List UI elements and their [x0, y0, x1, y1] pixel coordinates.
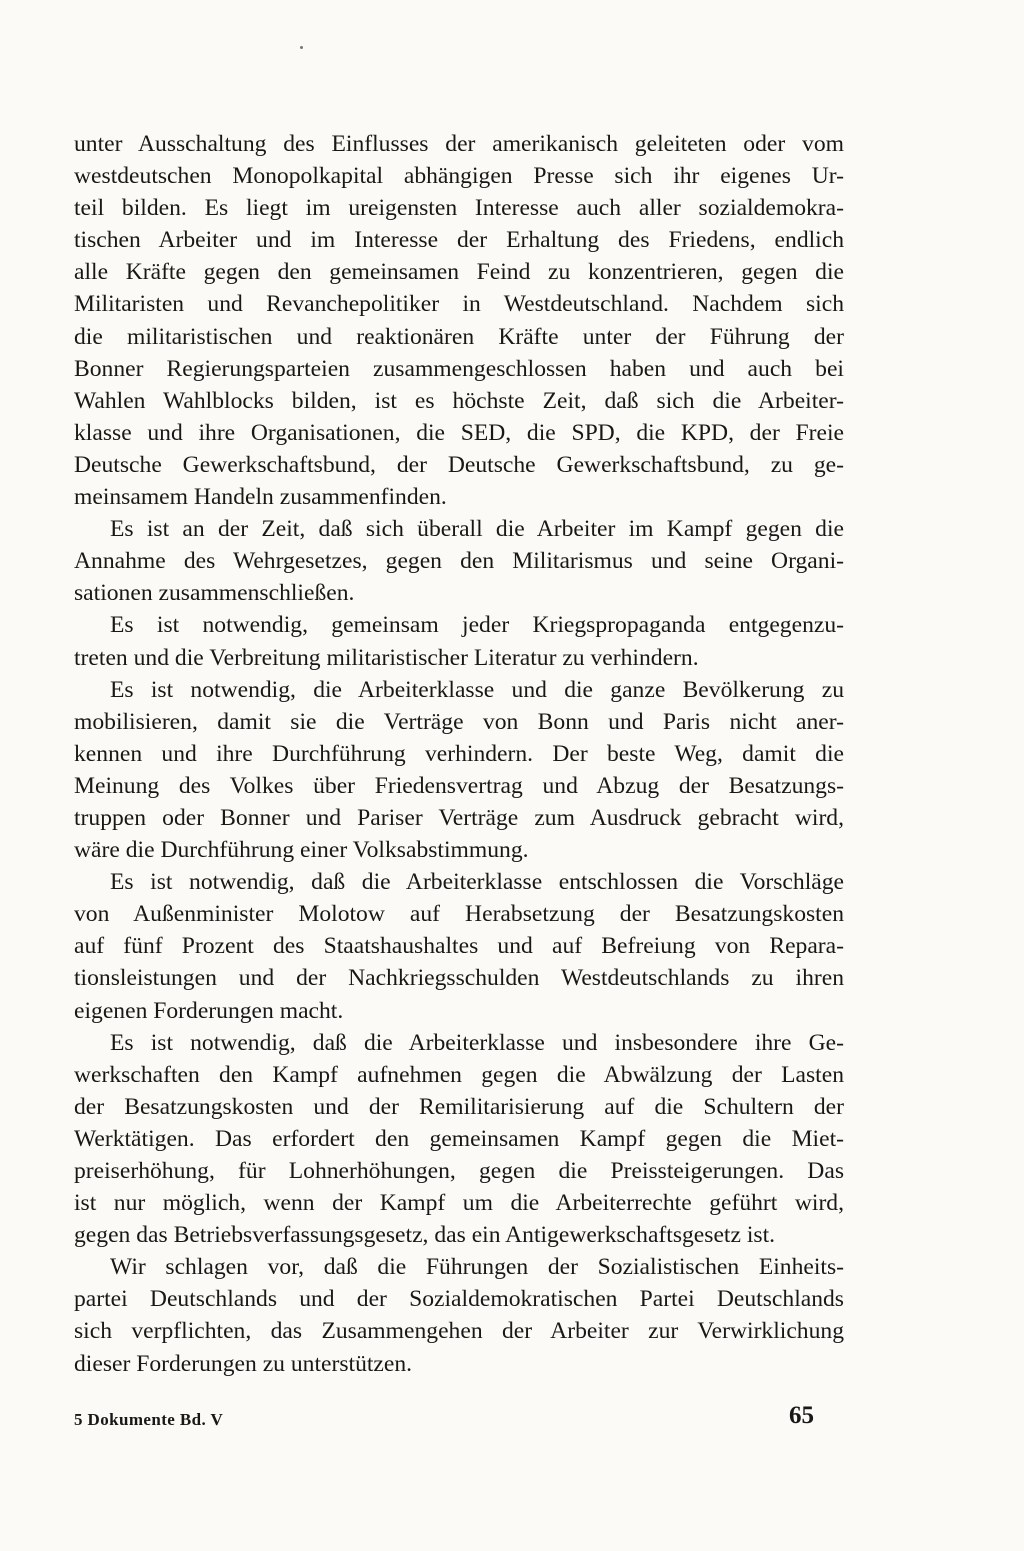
text-line: treten und die Verbreitung militaristischer Literatur zu verhindern.	[74, 644, 699, 671]
text-line: Werktätigen. Das erfordert den gemeinsamen Kampf gegen die Miet-	[74, 1125, 844, 1152]
text-line: Wahlen Wahlblocks bilden, ist es höchste Zeit, daß sich die Arbeiter-	[74, 387, 844, 414]
text-line: eigenen Forderungen macht.	[74, 997, 344, 1024]
scan-speck	[300, 46, 303, 49]
page-footer	[74, 1402, 844, 1442]
text-line: sich verpflichten, das Zusammengehen der Arbeiter zur Verwirklichung	[74, 1318, 844, 1345]
text-line: Meinung des Volkes über Friedensvertrag und Abzug der Besatzungs-	[74, 772, 844, 799]
paragraph	[74, 609, 844, 673]
text-line: partei Deutschlands und der Sozialdemokratischen Partei Deutschlands	[74, 1286, 844, 1313]
text-line: werkschaften den Kampf aufnehmen gegen die Abwälzung der Lasten	[74, 1061, 844, 1088]
text-line: von Außenminister Molotow auf Herabsetzung der Besatzungskosten	[74, 901, 844, 928]
paragraph	[74, 1251, 844, 1379]
text-line: Es ist notwendig, die Arbeiterklasse und die ganze Bevölkerung zu	[110, 676, 844, 703]
text-line: Wir schlagen vor, daß die Führungen der Sozialistischen Einheits-	[110, 1254, 844, 1281]
text-line: kennen und ihre Durchführung verhindern. Der beste Weg, damit die	[74, 740, 844, 767]
text-line: unter Ausschaltung des Einflusses der amerikanisch geleiteten oder vom	[74, 131, 844, 157]
text-line: der Besatzungskosten und der Remilitarisierung auf die Schultern der	[74, 1093, 844, 1120]
body-text	[74, 128, 844, 1380]
printer-signature: 5 Dokumente Bd. V	[74, 1410, 224, 1429]
text-line: Es ist notwendig, daß die Arbeiterklasse entschlossen die Vorschläge	[110, 869, 844, 896]
text-line: sationen zusammenschließen.	[74, 580, 355, 607]
text-line: wäre die Durchführung einer Volksabstimmung.	[74, 837, 529, 864]
text-line: Deutsche Gewerkschaftsbund, der Deutsche Gewerkschaftsbund, zu ge-	[74, 451, 844, 478]
paragraph	[74, 674, 844, 867]
text-line: Es ist notwendig, daß die Arbeiterklasse und insbesondere ihre Ge-	[110, 1029, 844, 1056]
paragraph	[74, 1027, 844, 1252]
text-line: dieser Forderungen zu unterstützen.	[74, 1350, 413, 1377]
text-line: preiserhöhung, für Lohnerhöhungen, gegen die Preissteigerungen. Das	[74, 1158, 844, 1184]
text-line: westdeutschen Monopolkapital abhängigen Presse sich ihr eigenes Ur-	[74, 163, 844, 190]
paragraph	[74, 513, 844, 609]
text-line: auf fünf Prozent des Staatshaushaltes und auf Befreiung von Repara-	[74, 933, 844, 960]
text-line: teil bilden. Es liegt im ureigensten Interesse auch aller sozialdemokra-	[74, 195, 844, 222]
text-line: gegen das Betriebsverfassungsgesetz, das ein Antigewerkschaftsgesetz ist.	[74, 1222, 776, 1249]
text-line: Es ist notwendig, gemeinsam jeder Kriegspropaganda entgegenzu-	[110, 612, 844, 639]
text-line: die militaristischen und reaktionären Kräfte unter der Führung der	[74, 323, 844, 350]
text-line: meinsamem Handeln zusammenfinden.	[74, 484, 447, 511]
text-line: ist nur möglich, wenn der Kampf um die Arbeiterrechte geführt wird,	[74, 1190, 844, 1217]
paragraph	[74, 866, 844, 1026]
paragraph	[74, 128, 844, 513]
text-line: Annahme des Wehrgesetzes, gegen den Militarismus und seine Organi-	[74, 548, 844, 575]
text-line: truppen oder Bonner und Pariser Verträge zum Ausdruck gebracht wird,	[74, 804, 844, 831]
text-line: Bonner Regierungsparteien zusammengeschlossen haben und auch bei	[74, 355, 844, 382]
text-line: mobilisieren, damit sie die Verträge von Bonn und Paris nicht aner-	[74, 708, 844, 735]
text-line: Militaristen und Revanchepolitiker in Westdeutschland. Nachdem sich	[74, 291, 844, 318]
text-line: alle Kräfte gegen den gemeinsamen Feind zu konzentrieren, gegen die	[74, 259, 844, 286]
text-line: Es ist an der Zeit, daß sich überall die Arbeiter im Kampf gegen die	[110, 516, 844, 543]
text-line: klasse und ihre Organisationen, die SED, die SPD, die KPD, der Freie	[74, 419, 844, 446]
text-line: tionsleistungen und der Nachkriegsschulden Westdeutschlands zu ihren	[74, 965, 844, 992]
page-number: 65	[789, 1402, 814, 1429]
text-line: tischen Arbeiter und im Interesse der Erhaltung des Friedens, endlich	[74, 227, 844, 254]
